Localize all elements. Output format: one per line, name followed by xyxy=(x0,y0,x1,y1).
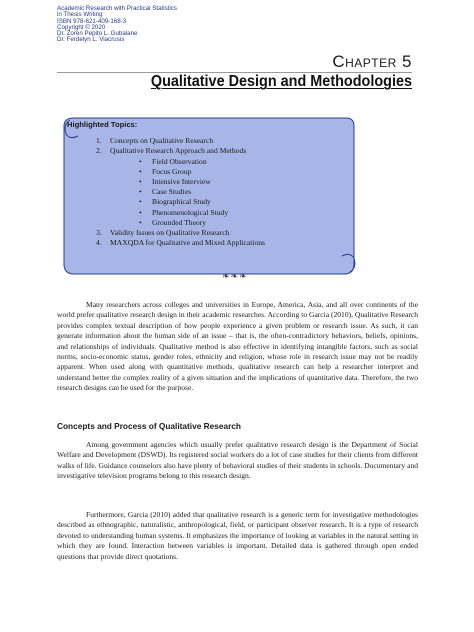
subtopic-label: Grounded Theory xyxy=(152,217,207,227)
meta-line: in Thesis Writing xyxy=(57,11,103,19)
topics-heading: Highlighted Topics: xyxy=(67,120,138,129)
meta-line: Copyright © 2020 xyxy=(57,23,106,31)
topic-label: MAXQDA for Qualitative and Mixed Applications xyxy=(110,238,266,248)
meta-line: ISBN 978-621-409-168-3 xyxy=(57,17,127,25)
topics-content xyxy=(64,120,354,248)
body-paragraph: Many researchers across colleges and universities in Europe, America, Asia, and all over continents of the world prefer qualitative research design in their academic researches. According to Garcia (2010), Qualitative Research provides complex textual description of how people experience a given problem or research issue. As such, it can generate information about the human side of an issue – that is, the often-contradictory behaviors, beliefs, opinions, and relationships of individuals. Qualitative method is also effective in identifying intangible factors, such as social norms, socio-economic status, gender roles, ethnicity and religion, whose role in research issue may not be readily apparent. When used along with quantitative methods, qualitative research can help a researcher interpret and understand better the complex reality of a given situation and the implications of quantitative data. Therefore, the two research designs can be used for the purpose. xyxy=(57,300,418,393)
topic-label: Validity Issues on Qualitative Research xyxy=(110,228,230,238)
book-metadata xyxy=(57,6,177,44)
subtopic-label: Field Observation xyxy=(152,156,207,166)
meta-line: Academic Research with Practical Statistics xyxy=(57,5,178,12)
topic-label: Qualitative Research Approach and Methods xyxy=(110,146,247,156)
body-paragraph: Among government agencies which usually prefer qualitative research design is the Department of Social Welfare and Development (DSWD). Its registered social workers do a lot of case studies for their clients from different walks of life. Guidance counselors also have plenty of behavioral studies of their students in schools. Documentary and investigative television programs belong to this research design. xyxy=(57,440,418,481)
subtopic-label: Focus Group xyxy=(152,166,192,176)
subtopic-item xyxy=(64,208,354,218)
subtopic-label: Biographical Study xyxy=(152,197,211,207)
body-paragraph: Furthermore, Garcia (2010) added that qualitative research is a generic term for investigative methodologies described as ethnographic, naturalistic, anthropological, field, or participant observer research. It is a type of research devoted to understanding human systems. It emphasizes the importance of looking at variables in the natural setting in which they are found. Interaction between variables is important. Detailed data is gathered through open ended questions that provide direct quotations. xyxy=(57,510,418,561)
topic-number: 4. xyxy=(96,238,102,248)
subtopic-label: Case Studies xyxy=(152,187,192,197)
topic-item xyxy=(64,238,354,248)
chapter-title: Qualitative Design and Methodologies xyxy=(150,73,412,90)
subtopic-label: Intensive Interview xyxy=(152,177,211,187)
topic-item xyxy=(64,136,354,146)
subtopic-item xyxy=(64,187,354,197)
meta-line: Dr. Zoren Pepito L. Gubalane xyxy=(57,30,138,38)
bullet-icon: • xyxy=(139,217,142,227)
topic-item xyxy=(64,146,354,156)
bullet-icon: • xyxy=(139,156,142,166)
topic-number: 1. xyxy=(96,136,102,146)
subtopic-item xyxy=(64,167,354,177)
topic-number: 2. xyxy=(96,146,102,156)
bullet-icon: • xyxy=(139,197,142,207)
chapter-label: Chapter 5 xyxy=(332,52,412,71)
subtopic-item xyxy=(64,197,354,207)
bullet-icon: • xyxy=(139,187,142,197)
section-heading: Concepts and Process of Qualitative Research xyxy=(57,421,241,431)
topic-item xyxy=(64,228,354,238)
ornament-divider: ❧❧❧ xyxy=(222,271,248,281)
subtopic-item xyxy=(64,218,354,228)
topic-number: 3. xyxy=(96,228,102,238)
subtopic-label: Phenomenological Study xyxy=(152,207,229,217)
methods-sublist xyxy=(64,157,354,228)
bullet-icon: • xyxy=(139,166,142,176)
meta-line: Dr. Ferdelyn L. Viacrusis xyxy=(57,36,125,44)
topics-list-continued xyxy=(64,228,354,248)
bullet-icon: • xyxy=(139,177,142,187)
subtopic-item xyxy=(64,177,354,187)
topics-list xyxy=(64,136,354,156)
bullet-icon: • xyxy=(139,207,142,217)
topic-label: Concepts on Qualitative Research xyxy=(110,136,214,146)
subtopic-item xyxy=(64,157,354,167)
